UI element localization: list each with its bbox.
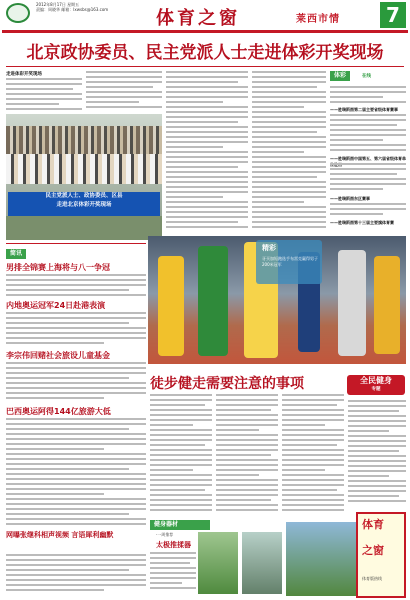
article-text-col2 <box>86 71 162 112</box>
fitness-text <box>348 400 406 508</box>
brief-headline-1: 男排全锦赛上海将与八一争冠 <box>6 263 110 272</box>
brief-headline-3: 李宗伟回赌社会旅设儿童基金 <box>6 351 110 360</box>
brief-headline-2: 内地奥运冠军24日赴港表演 <box>6 301 106 310</box>
right-text-1 <box>330 86 406 106</box>
main-headline: 北京政协委员、民主党派人士走进体彩开奖现场 <box>26 43 384 63</box>
photo-banner: 民主党派人士、政协委员、区县 走进北京体彩开奖现场 <box>8 192 160 216</box>
equipment-photo-2 <box>242 532 282 594</box>
brief-headline-4: 巴西奥运阿得144亿旅游大低 <box>6 407 111 416</box>
equipment-label: 健身器材 <box>150 520 210 530</box>
equipment-sublabel: ·一周推荐 <box>156 532 174 537</box>
walking-text-col1 <box>150 394 212 516</box>
highlight-caption: 牙买加短跑选手布雷克赢得男子200米冠军 <box>262 256 318 267</box>
brief-text-2 <box>6 312 146 348</box>
section-rule-left <box>6 243 146 244</box>
section-title: 体育之窗 <box>156 8 240 29</box>
brief-text-5 <box>6 554 146 596</box>
walking-text-col3 <box>282 394 344 516</box>
article-lead: 走进体彩开奖现场 <box>6 72 42 77</box>
article-text-col4 <box>252 71 326 231</box>
page-number: 7 <box>380 2 406 28</box>
headline-rule <box>6 66 404 67</box>
paper-name: 莱西市情 <box>296 14 340 25</box>
left-column-label: 简讯 <box>6 249 26 259</box>
right-column-sublabel: 在线 <box>362 74 371 79</box>
group-photo <box>6 114 162 240</box>
article-text-col1 <box>6 78 82 112</box>
paper-logo-icon <box>6 3 30 23</box>
header-divider <box>2 30 408 33</box>
right-item-1: ——胜瑞斯图第二届主要省级体育赛事 <box>330 107 398 112</box>
header-meta <box>36 2 108 12</box>
equipment-text <box>150 552 196 596</box>
right-item-2: ——胜瑞斯图中国第五、第六届省级体育单 <box>330 156 406 161</box>
brief-headline-5: 网曝张继科相声视频 言语犀利幽默 <box>6 531 114 539</box>
highlight-label: 精彩 <box>262 244 276 252</box>
date-line: 2012年8月17日 星期五 <box>36 2 80 7</box>
editor-line: 责编：周晓华 邮箱：lxwsbs@163.com <box>36 7 109 12</box>
brief-text-1 <box>6 274 146 300</box>
walking-headline: 徒步健走需要注意的事项 <box>150 376 304 392</box>
right-item-4: ——胜瑞斯图第十三届主要旗体育赛 <box>330 220 394 225</box>
sports-window-badge: 体育 之窗 体育版热线 <box>356 512 406 598</box>
walking-text-col2 <box>216 394 278 516</box>
fitness-badge: 全民健身 专题 <box>347 375 405 395</box>
right-column-label: 体彩 <box>330 71 350 81</box>
right-text-2 <box>330 114 406 154</box>
right-text-4 <box>330 203 406 217</box>
right-item-3: ——胜瑞斯图东区赛事 <box>330 196 370 201</box>
brief-text-3 <box>6 362 146 402</box>
article-text-col3 <box>166 71 248 231</box>
right-text-3 <box>330 163 406 193</box>
equipment-photo-3 <box>286 522 356 596</box>
equipment-name: 太极推揉器 <box>156 541 191 549</box>
brief-text-4 <box>6 418 146 528</box>
equipment-photo-1 <box>198 532 238 594</box>
